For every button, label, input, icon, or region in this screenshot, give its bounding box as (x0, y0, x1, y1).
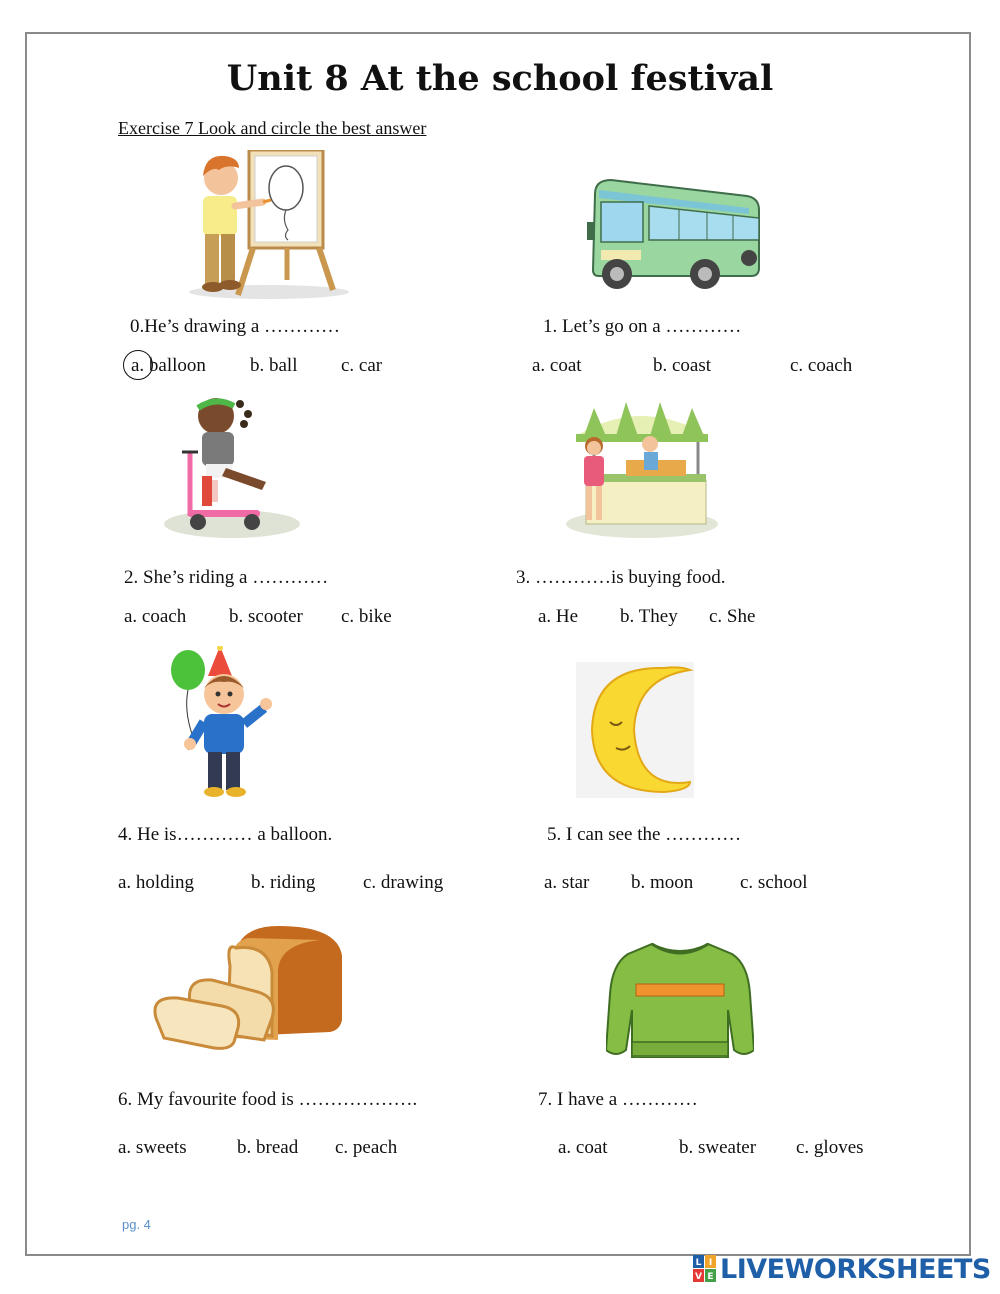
question-7-option-a[interactable]: a. coat (558, 1137, 608, 1158)
question-2-prompt: 2. She’s riding a ………… (124, 567, 329, 588)
question-5-prompt: 5. I can see the ………… (547, 824, 742, 845)
question-5-option-c[interactable]: c. school (740, 872, 808, 893)
question-3-option-c[interactable]: c. She (709, 606, 756, 627)
scooter-picture (162, 392, 304, 542)
exercise-instruction: Exercise 7 Look and circle the best answer (118, 118, 427, 138)
bread-picture (150, 922, 346, 1050)
svg-text:I: I (708, 1258, 713, 1268)
question-4-option-c[interactable]: c. drawing (363, 872, 444, 893)
page-title: Unit 8 At the school festival (226, 58, 774, 99)
question-1-option-b[interactable]: b. coast (653, 355, 712, 376)
question-1-prompt: 1. Let’s go on a ………… (543, 316, 742, 337)
sweater-picture (606, 940, 754, 1058)
page-number: pg. 4 (122, 1217, 151, 1232)
question-0-option-a[interactable]: a. balloon (131, 355, 206, 376)
liveworksheets-brand[interactable] (693, 1252, 991, 1286)
question-1-option-c[interactable]: c. coach (790, 355, 853, 376)
question-5-option-b[interactable]: b. moon (631, 872, 694, 893)
question-2-option-c[interactable]: c. bike (341, 606, 392, 627)
food-stall-picture (566, 396, 718, 540)
boy-balloon-picture (168, 646, 274, 798)
bus-picture (583, 178, 769, 294)
brand-name: LIVEWORKSHEETS (720, 1253, 991, 1285)
question-6-prompt: 6. My favourite food is ………………. (118, 1089, 418, 1110)
boy-drawing-picture (183, 150, 355, 300)
question-0-option-b[interactable]: b. ball (250, 355, 298, 376)
question-5-option-a[interactable]: a. star (544, 872, 590, 893)
question-4-option-a[interactable]: a. holding (118, 872, 194, 893)
moon-picture (576, 662, 694, 798)
page-border (25, 32, 971, 1256)
question-6-option-b[interactable]: b. bread (237, 1137, 299, 1158)
svg-text:E: E (707, 1272, 714, 1282)
question-4-option-b[interactable]: b. riding (251, 872, 316, 893)
question-0-option-c[interactable]: c. car (341, 355, 383, 376)
question-0-prompt: 0.He’s drawing a ………… (130, 316, 341, 337)
question-3-option-b[interactable]: b. They (620, 606, 678, 627)
question-7-prompt: 7. I have a ………… (538, 1089, 698, 1110)
question-7-option-c[interactable]: c. gloves (796, 1137, 864, 1158)
question-6-option-a[interactable]: a. sweets (118, 1137, 187, 1158)
svg-text:V: V (695, 1272, 702, 1282)
question-6-option-c[interactable]: c. peach (335, 1137, 398, 1158)
question-2-option-a[interactable]: a. coach (124, 606, 187, 627)
question-3-option-a[interactable]: a. He (538, 606, 579, 627)
question-4-prompt: 4. He is………… a balloon. (118, 824, 333, 845)
question-3-prompt: 3. …………is buying food. (516, 567, 726, 588)
liveworksheets-logo-icon (693, 1255, 717, 1283)
question-1-option-a[interactable]: a. coat (532, 355, 582, 376)
question-7-option-b[interactable]: b. sweater (679, 1137, 757, 1158)
question-2-option-b[interactable]: b. scooter (229, 606, 303, 627)
svg-text:L: L (695, 1258, 702, 1268)
